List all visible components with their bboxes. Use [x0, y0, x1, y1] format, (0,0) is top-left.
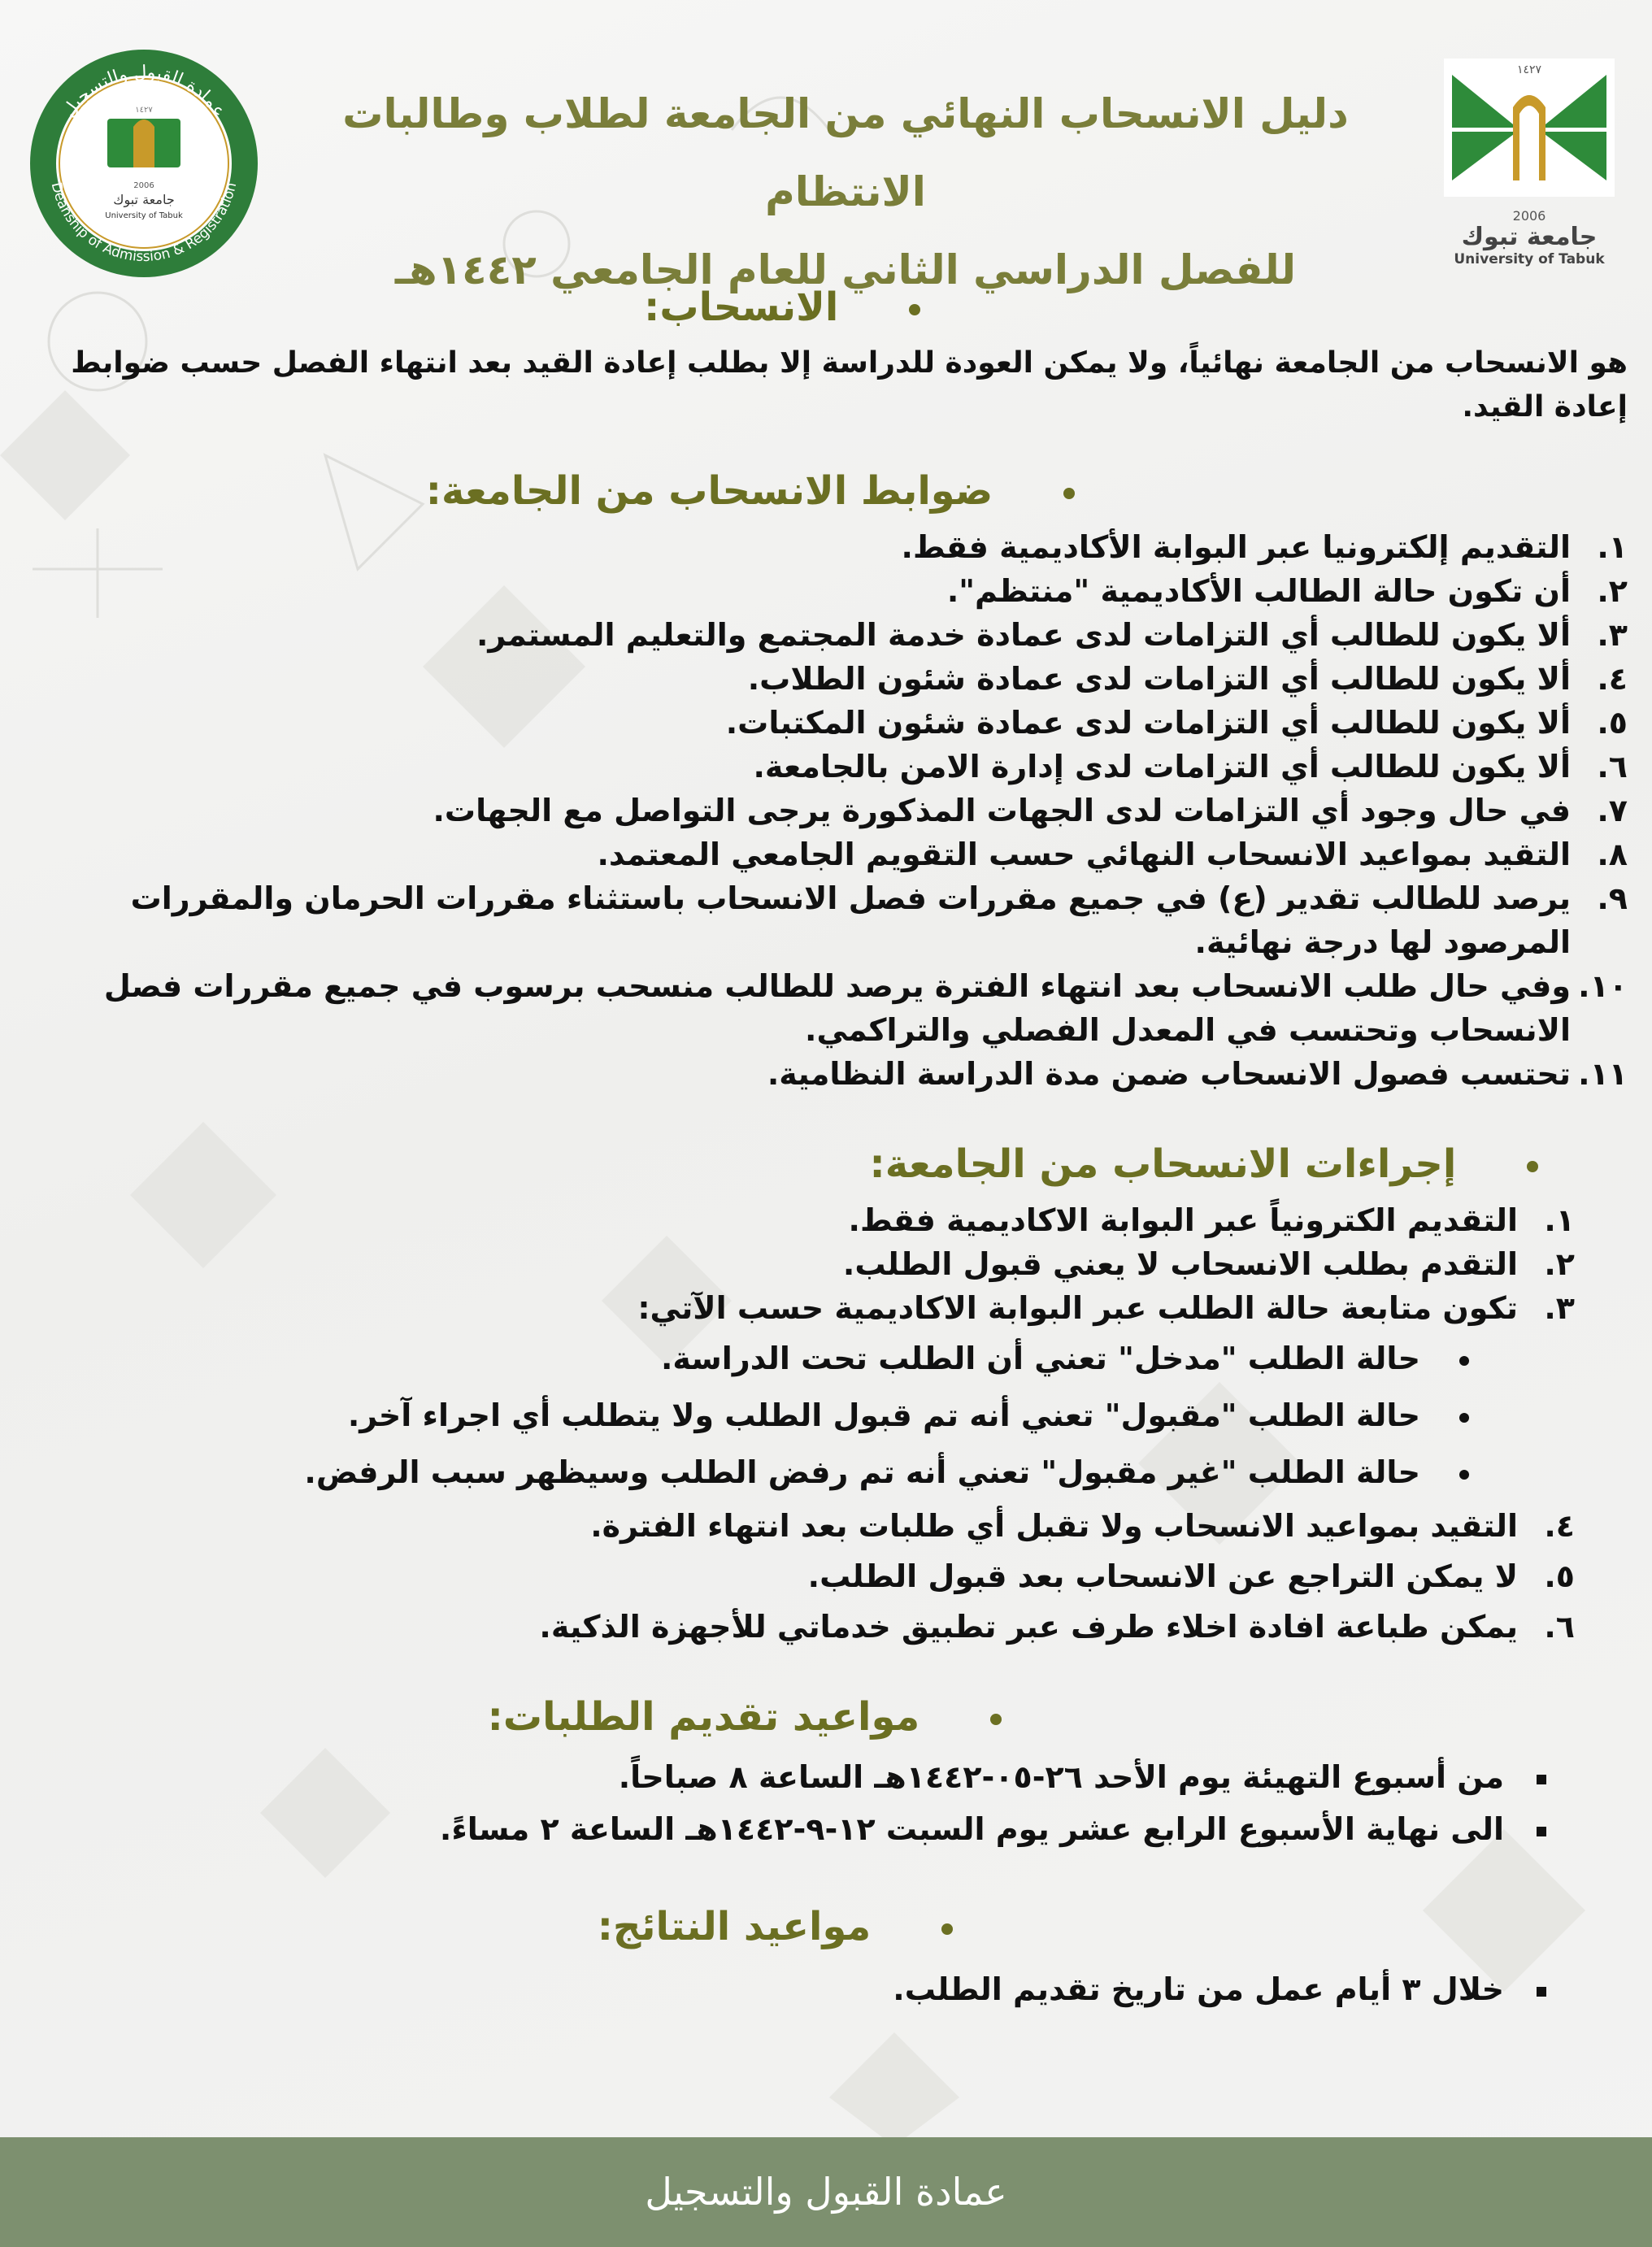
bullet-icon — [1459, 1470, 1469, 1480]
list-item: ١١.تحتسب فصول الانسحاب ضمن مدة الدراسة النظامية. — [767, 1056, 1628, 1092]
bullet-icon — [909, 304, 920, 315]
list-item: خلال ٣ أيام عمل من تاريخ تقديم الطلب. — [18, 1961, 1546, 2018]
page-footer: عمادة القبول والتسجيل — [0, 2137, 1652, 2247]
svg-text:2006: 2006 — [133, 181, 154, 190]
list-item: ٣.ألا يكون للطالب أي التزامات لدى عمادة خدمة المجتمع والتعليم المستمر. — [476, 617, 1628, 653]
rules-section — [18, 468, 1628, 1096]
title-line-2: للفصل الدراسي الثاني للعام الجامعي ١٤٤٢هـ — [394, 246, 1297, 293]
square-bullet-icon — [1537, 1827, 1546, 1836]
status-sub-list — [18, 1330, 1469, 1501]
dates-list — [18, 1751, 1546, 1855]
bullet-icon — [941, 1923, 953, 1935]
list-item: من أسبوع التهيئة يوم الأحد ٢٦-٠٥-١٤٤٢هـ الساعة ٨ صباحاً. — [18, 1751, 1546, 1803]
withdrawal-definition: هو الانسحاب من الجامعة نهائياً، ولا يمكن العودة للدراسة إلا بطلب إعادة القيد بعد انتهاء الفصل حسب ضوابط إعادة القيد. — [71, 346, 1628, 424]
list-item: ٢.أن تكون حالة الطالب الأكاديمية "منتظم". — [946, 573, 1628, 609]
logo-name-ar: جامعة تبوك — [1461, 223, 1598, 251]
list-item: ٩. يرصد للطالب تقدير (ع) في جميع مقررات فصل الانسحاب باستثناء مقررات الحرمان والمقررات المرصود لها درجة نهائية. — [130, 880, 1628, 960]
list-item: ٨.التقيد بمواعيد الانسحاب النهائي حسب التقويم الجامعي المعتمد. — [597, 837, 1628, 872]
section-heading: مواعيد النتائج: — [18, 1904, 953, 1961]
svg-text:University of Tabuk: University of Tabuk — [105, 211, 183, 220]
list-item: ٤.ألا يكون للطالب أي التزامات لدى عمادة شئون الطلاب. — [747, 661, 1628, 697]
procedures-list-continued — [18, 1501, 1575, 1652]
logo-year: 2006 — [1512, 208, 1546, 224]
logo-name-en: University of Tabuk — [1454, 251, 1605, 267]
list-item: ٦.ألا يكون للطالب أي التزامات لدى إدارة الامن بالجامعة. — [753, 749, 1628, 784]
section-heading: الانسحاب: — [18, 285, 920, 341]
bullet-icon — [1459, 1413, 1469, 1423]
svg-text:١٤٢٧: ١٤٢٧ — [135, 106, 153, 115]
sub-list-item: حالة الطلب "غير مقبول" تعني أنه تم رفض الطلب وسيظهر سبب الرفض. — [18, 1444, 1469, 1501]
submission-dates-section — [18, 1694, 1628, 1855]
list-item: ٥.لا يمكن التراجع عن الانسحاب بعد قبول الطلب. — [807, 1558, 1575, 1594]
bullet-icon — [1063, 488, 1075, 499]
list-item: ١٠. وفي حال طلب الانسحاب بعد انتهاء الفترة يرصد للطالب منسحب برسوب في جميع مقررات فصل الانسحاب وتحتسب في المعدل الفصلي والتراكمي. — [103, 968, 1628, 1048]
title-line-1: دليل الانسحاب النهائي من الجامعة لطلاب وطالبات الانتظام — [342, 90, 1349, 215]
university-of-tabuk-logo — [1436, 50, 1623, 270]
deanship-seal-icon — [26, 46, 262, 281]
bullet-icon — [1527, 1161, 1538, 1172]
svg-text:عمادة القبول والتسجيل: عمادة القبول والتسجيل — [59, 62, 229, 122]
sub-list-item: حالة الطلب "مقبول" تعني أنه تم قبول الطلب ولا يتطلب أي اجراء آخر. — [18, 1387, 1469, 1444]
svg-text:جامعة تبوك: جامعة تبوك — [113, 192, 175, 207]
procedures-list — [18, 1198, 1575, 1330]
section-heading: إجراءات الانسحاب من الجامعة: — [18, 1141, 1538, 1198]
svg-text:Deanship of Admission & Regist: Deanship of Admission & Registration — [47, 180, 241, 266]
rules-list — [18, 525, 1628, 1096]
bullet-icon — [1459, 1356, 1469, 1366]
list-item: ٢.التقدم بطلب الانسحاب لا يعني قبول الطلب. — [842, 1246, 1575, 1282]
svg-text:١٤٢٧: ١٤٢٧ — [1516, 63, 1542, 76]
list-item: ٤.التقيد بمواعيد الانسحاب ولا تقبل أي طلبات بعد انتهاء الفترة. — [590, 1508, 1575, 1544]
list-item: ١.التقديم الكترونياً عبر البوابة الاكاديمية فقط. — [848, 1202, 1575, 1238]
list-item: ٣.تكون متابعة حالة الطلب عبر البوابة الاكاديمية حسب الآتي: — [637, 1290, 1575, 1326]
bullet-icon — [990, 1714, 1002, 1725]
square-bullet-icon — [1537, 1775, 1546, 1784]
list-item: ٧.في حال وجود أي التزامات لدى الجهات المذكورة يرجى التواصل مع الجهات. — [433, 793, 1628, 828]
list-item: ١.التقديم إلكترونيا عبر البوابة الأكاديمية فقط. — [901, 529, 1628, 565]
procedures-section — [18, 1141, 1628, 1652]
section-heading: ضوابط الانسحاب من الجامعة: — [18, 468, 1075, 525]
square-bullet-icon — [1537, 1987, 1546, 1997]
withdrawal-section — [18, 285, 1628, 429]
main-content — [18, 285, 1628, 2018]
page-header — [0, 0, 1652, 293]
results-list — [18, 1961, 1546, 2018]
page-title — [268, 75, 1423, 309]
list-item: الى نهاية الأسبوع الرابع عشر يوم السبت ١٢-٩-١٤٤٢هـ الساعة ٢ مساءً. — [18, 1803, 1546, 1855]
list-item: ٥.ألا يكون للطالب أي التزامات لدى عمادة شئون المكتبات. — [725, 705, 1628, 741]
admission-deanship-logo — [26, 46, 262, 281]
university-emblem-icon — [1436, 50, 1623, 205]
sub-list-item: حالة الطلب "مدخل" تعني أن الطلب تحت الدراسة. — [18, 1330, 1469, 1387]
results-section — [18, 1904, 1628, 2018]
list-item: ٦.يمكن طباعة افادة اخلاء طرف عبر تطبيق خدماتي للأجهزة الذكية. — [539, 1609, 1575, 1645]
section-heading: مواعيد تقديم الطلبات: — [18, 1694, 1002, 1751]
